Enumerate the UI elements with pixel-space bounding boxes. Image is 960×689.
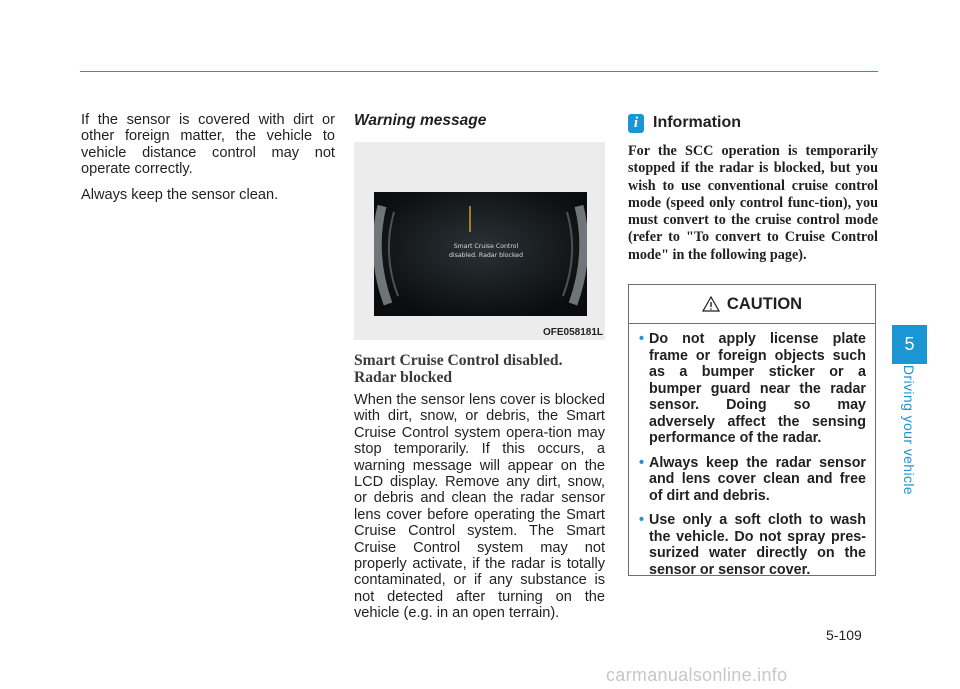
page-number: 5-109 [826, 627, 862, 643]
information-header [628, 112, 878, 134]
caution-item [641, 512, 866, 578]
caution-list [629, 324, 875, 578]
scc-disabled-subheading [354, 352, 605, 386]
caution-item-text: Use only a soft cloth to wash the vehicle. Do not spray pres-surized water directly on the sensor or sensor cover. [649, 512, 866, 578]
header-rule [80, 71, 878, 72]
subheading-line-1: Smart Cruise Control disabled. [354, 352, 563, 369]
bullet-icon: • [639, 454, 645, 471]
cluster-message-line1: Smart Cruise Control [453, 243, 519, 250]
warning-message-heading: Warning message [354, 112, 487, 129]
caution-item [641, 455, 866, 505]
caution-item-text: Always keep the radar sensor and lens cover clean and free of dirt and debris. [649, 454, 866, 504]
bullet-icon: • [639, 331, 645, 347]
information-section [628, 112, 878, 264]
info-icon: i [628, 114, 644, 133]
caution-item [641, 331, 866, 447]
warning-triangle-icon [702, 296, 720, 312]
keep-clean-paragraph: Always keep the sensor clean. [81, 186, 279, 203]
chapter-tab: 5 [892, 325, 927, 364]
instrument-cluster-image [374, 192, 587, 316]
caution-header [629, 285, 875, 324]
left-column [81, 112, 335, 212]
cluster-message-line2: disabled. Radar blocked [448, 252, 524, 259]
middle-column [354, 112, 605, 631]
cluster-figure [354, 142, 605, 340]
watermark: carmanualsonline.info [606, 665, 788, 685]
figure-caption: OFE058181L [542, 327, 603, 338]
bullet-icon: • [639, 512, 645, 528]
caution-box [628, 284, 876, 576]
chapter-title: Driving your vehicle [901, 364, 917, 496]
subheading-line-2: Radar blocked [354, 369, 453, 386]
radar-blocked-paragraph: When the sensor lens cover is blocked with dirt, snow, or debris, the Smart Cruise Control system opera-tion may stop temporarily. If this occurs, a warning message will appear on the LCD display. Remove any dirt, snow, or debris and clean the radar sensor lens cover before operating the Smart Cruise Control system. The Smart Cruise Control system may not properly activate, if the radar is totally contaminated, or if any substance is not detected after turning on the vehicle (e.g. in an open terrain). [354, 392, 605, 622]
caution-title: CAUTION [726, 294, 803, 313]
caution-item-text: Do not apply license plate frame or foreign objects such as a bumper sticker or a bumper guard near the radar sensor. Doing so may adversely affect the sensing performance of the radar. [649, 331, 866, 446]
information-title: Information [653, 114, 741, 131]
information-text: For the SCC operation is temporarily stopped if the radar is blocked, but you wish to use conventional cruise control mode (speed only control func-tion), you must convert to the cruise control mode (refer to "To convert to Cruise Control mode" in the following page). [628, 143, 878, 263]
sensor-dirt-paragraph: If the sensor is covered with dirt or other foreign matter, the vehicle to vehicle distance control may not operate correctly. [81, 112, 335, 178]
